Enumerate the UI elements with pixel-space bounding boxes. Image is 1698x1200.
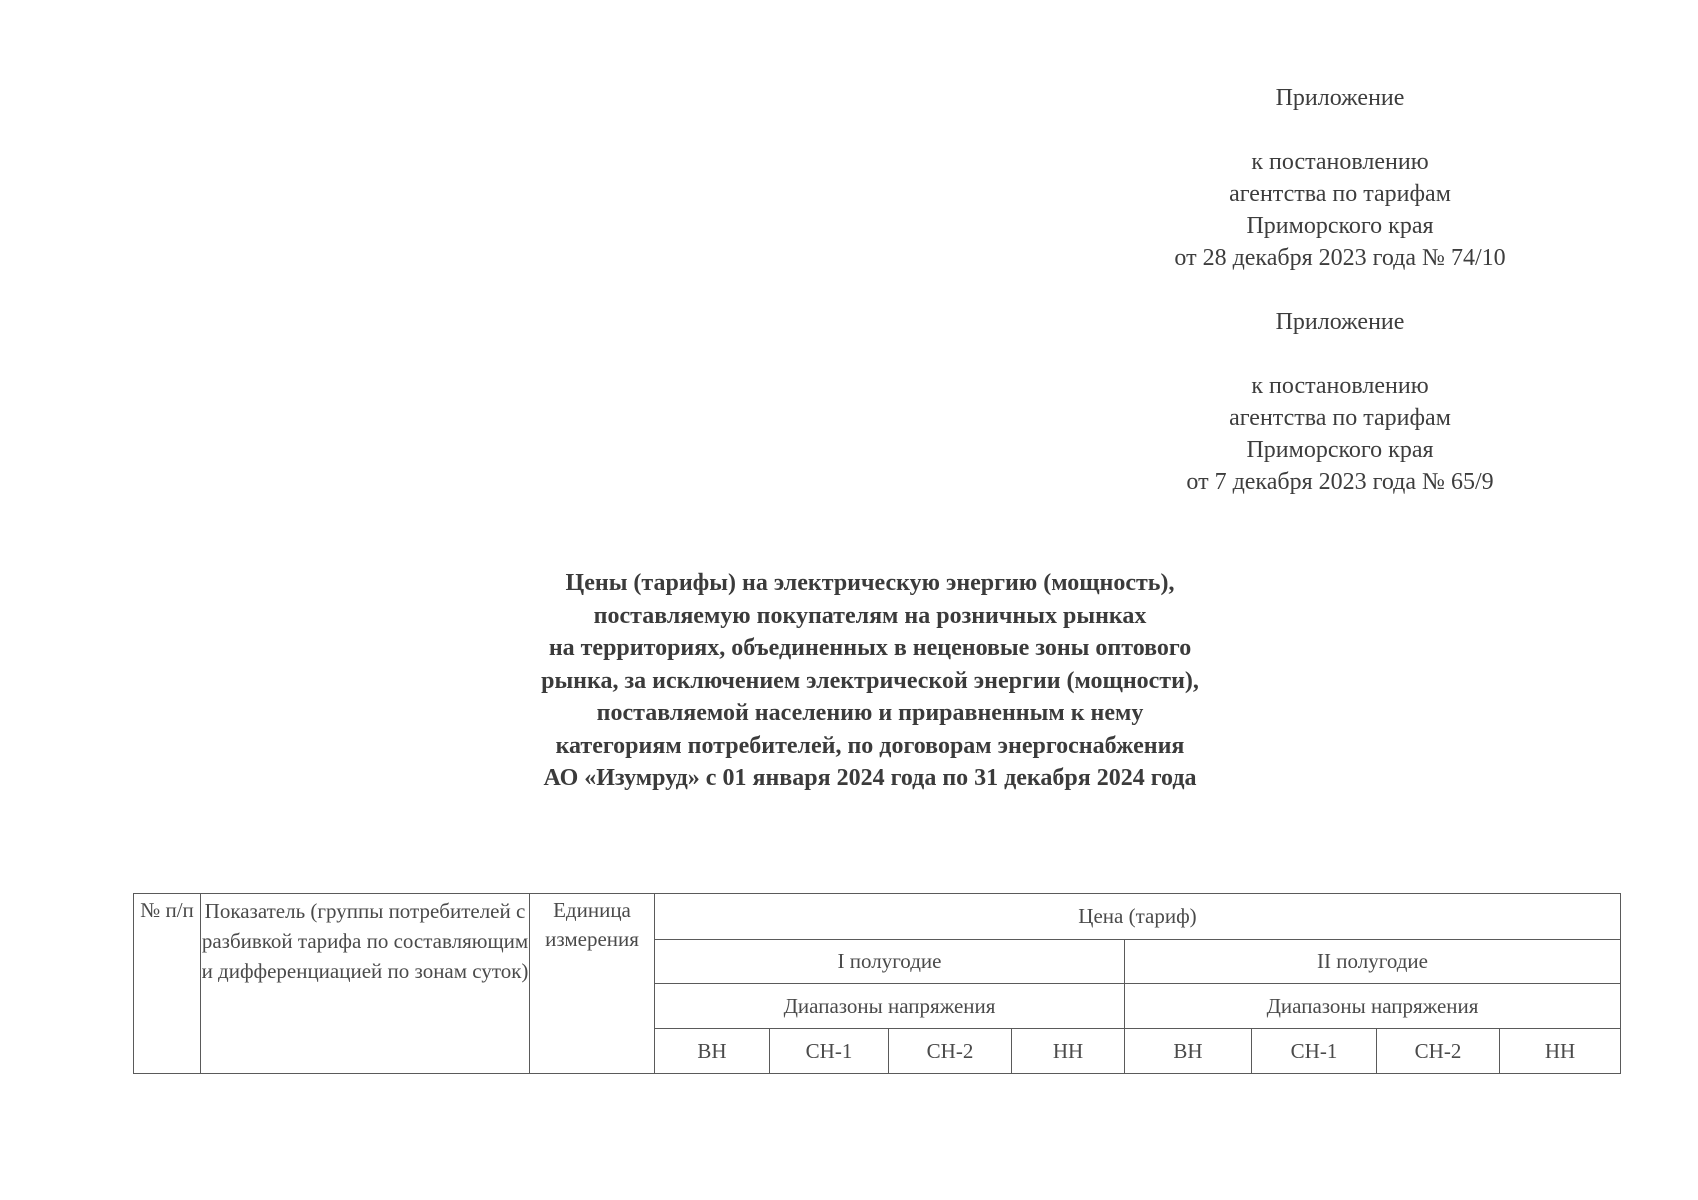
appendix-date-line: от 7 декабря 2023 года № 65/9 bbox=[1186, 469, 1494, 495]
column-header-vn: ВН bbox=[1125, 1029, 1252, 1074]
appendix-line: Приморского края bbox=[1246, 213, 1434, 239]
title-line: категориям потребителей, по договорам энергоснабжения bbox=[555, 732, 1185, 759]
title-line: АО «Изумруд» с 01 января 2024 года по 31 декабря 2024 года bbox=[543, 765, 1197, 791]
appendix-block-2 bbox=[1080, 306, 1600, 498]
appendix-heading: Приложение bbox=[1275, 85, 1405, 111]
column-header-unit: Единица измерения bbox=[530, 894, 655, 1074]
column-header-half-year-1: I полугодие bbox=[655, 940, 1125, 984]
column-header-nn: НН bbox=[1500, 1029, 1621, 1074]
title-line: рынка, за исключением электрической энергии (мощности), bbox=[541, 667, 1199, 694]
column-header-nn: НН bbox=[1012, 1029, 1125, 1074]
table-header-row bbox=[134, 894, 1621, 940]
column-header-sn2: СН-2 bbox=[1377, 1029, 1500, 1074]
appendix-line: агентства по тарифам bbox=[1229, 181, 1451, 207]
title-line: поставляемой населению и приравненным к нему bbox=[596, 700, 1144, 726]
document-title bbox=[420, 567, 1320, 795]
appendix-date-line: от 28 декабря 2023 года № 74/10 bbox=[1174, 245, 1506, 271]
title-line: на территориях, объединенных в неценовые зоны оптового bbox=[548, 635, 1192, 661]
appendix-line: агентства по тарифам bbox=[1229, 405, 1451, 431]
column-header-sn1: СН-1 bbox=[1252, 1029, 1377, 1074]
column-header-half-year-2: II полугодие bbox=[1125, 940, 1621, 984]
title-line: Цены (тарифы) на электрическую энергию (мощность), bbox=[565, 570, 1175, 596]
appendix-line: Приморского края bbox=[1246, 437, 1434, 463]
tariff-table bbox=[133, 893, 1621, 1074]
column-header-voltage-range: Диапазоны напряжения bbox=[1125, 984, 1621, 1029]
column-header-voltage-range: Диапазоны напряжения bbox=[655, 984, 1125, 1029]
appendix-block-1 bbox=[1080, 82, 1600, 274]
appendix-line: к постановлению bbox=[1251, 149, 1429, 175]
column-header-number: № п/п bbox=[134, 894, 201, 1074]
title-line: поставляемую покупателям на розничных рынках bbox=[593, 602, 1147, 629]
column-header-sn1: СН-1 bbox=[770, 1029, 889, 1074]
column-header-price: Цена (тариф) bbox=[655, 894, 1621, 940]
column-header-sn2: СН-2 bbox=[889, 1029, 1012, 1074]
appendix-heading: Приложение bbox=[1275, 309, 1405, 335]
column-header-vn: ВН bbox=[655, 1029, 770, 1074]
appendix-line: к постановлению bbox=[1251, 373, 1429, 399]
column-header-indicator: Показатель (группы потребителей с разбивкой тарифа по составляющим и дифференциацией по зонам суток) bbox=[201, 894, 530, 1074]
